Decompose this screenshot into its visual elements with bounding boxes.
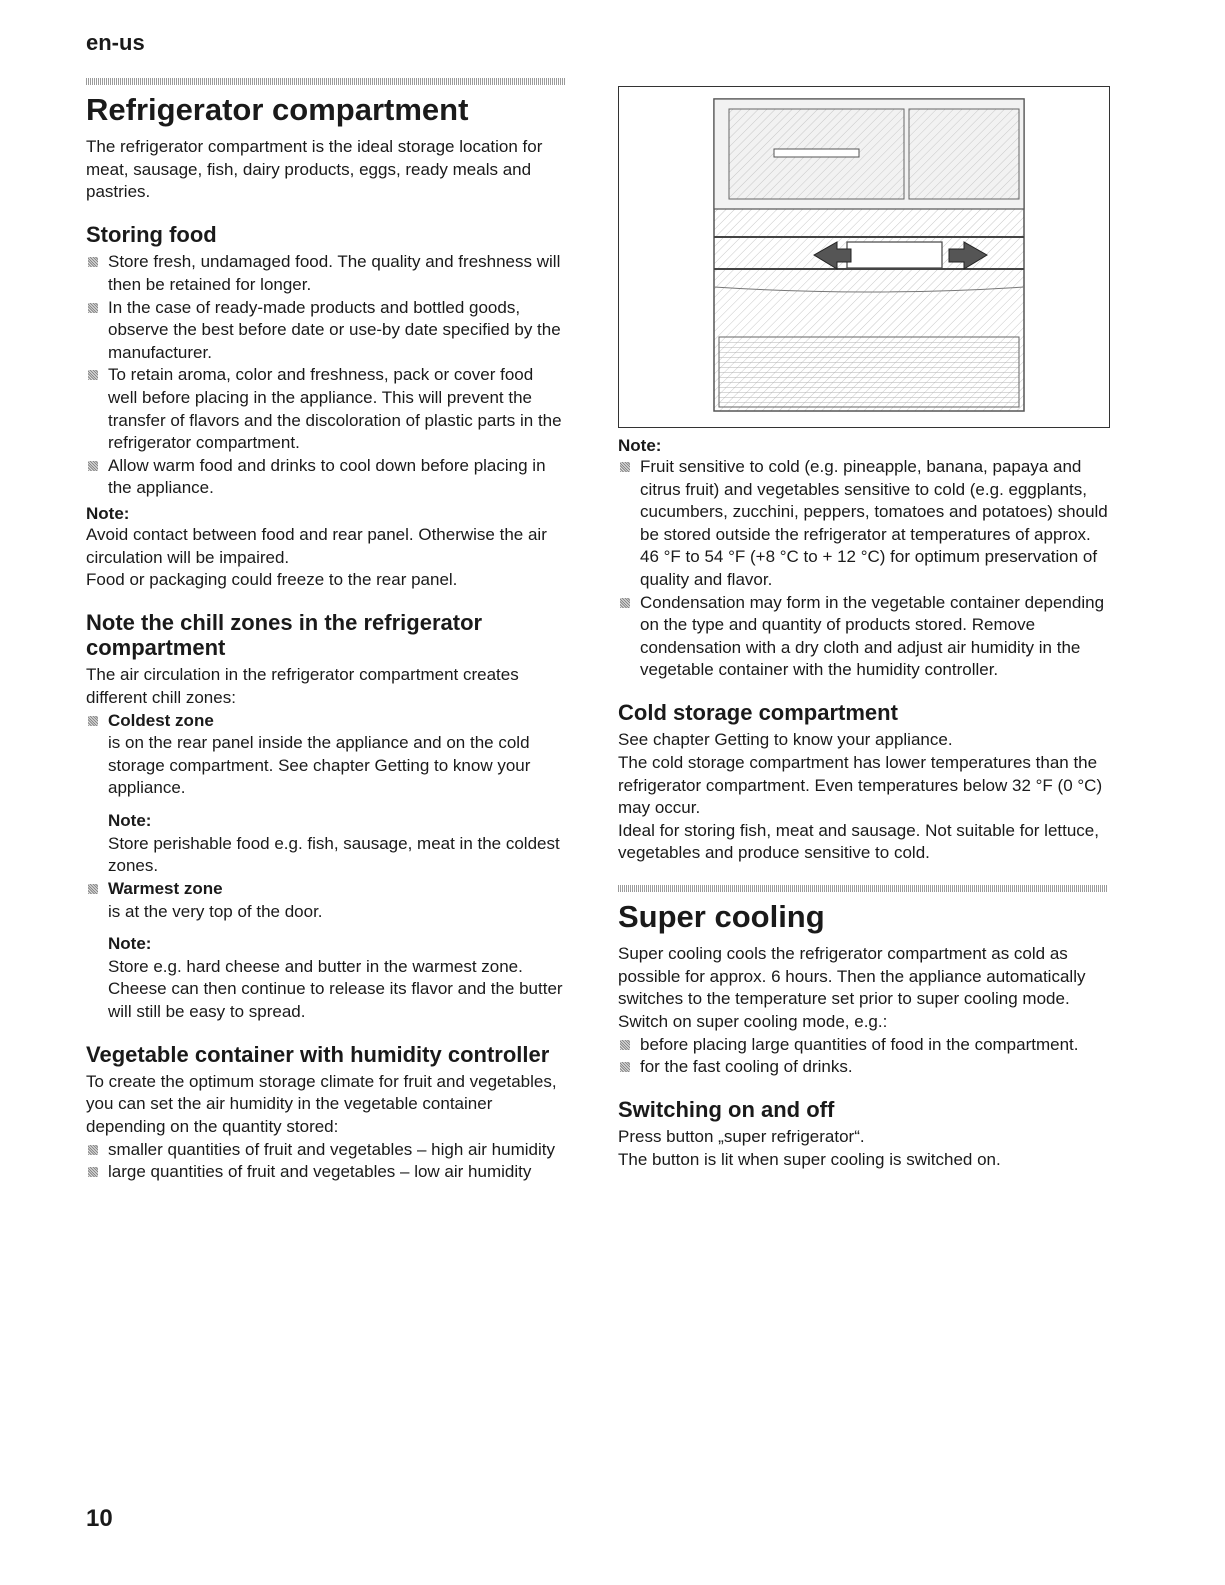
- bullet-icon: [88, 370, 98, 380]
- bullet-icon: [88, 884, 98, 894]
- language-code: en-us: [86, 30, 145, 55]
- list-item: large quantities of fruit and vegetables – low air humidity: [86, 1161, 566, 1184]
- list-item: To retain aroma, color and freshness, pack or cover food well before placing in the appliance. This will prevent the transfer of flavors and the discoloration of plastic parts in the refrigerator compartment.: [86, 364, 566, 454]
- super-cooling-list: [618, 1034, 1108, 1079]
- switching-text: The button is lit when super cooling is switched on.: [618, 1149, 1001, 1169]
- note-text: Avoid contact between food and rear panel. Otherwise the air circulation will be impaired.: [86, 525, 547, 567]
- bullet-icon: [88, 461, 98, 471]
- section-rule: [618, 885, 1108, 892]
- list-item: In the case of ready-made products and bottled goods, observe the best before date or use-by date specified by the manufacturer.: [86, 297, 566, 365]
- note-text: Store perishable food e.g. fish, sausage, meat in the coldest zones.: [108, 833, 560, 876]
- bullet-icon: [620, 1040, 630, 1050]
- cold-storage-text: See chapter Getting to know your appliance.: [618, 730, 953, 750]
- switching-text: Press button „super refrigerator“.: [618, 1127, 865, 1147]
- vegetable-container-heading: Vegetable container with humidity controller: [86, 1041, 550, 1067]
- cold-storage-text: Ideal for storing fish, meat and sausage. Not suitable for lettuce, vegetables and produce sensitive to cold.: [618, 820, 1099, 863]
- bullet-icon: [88, 716, 98, 726]
- section-rule: [86, 78, 566, 85]
- vegetable-intro: To create the optimum storage climate for fruit and vegetables, you can set the air humidity in the vegetable container depending on the quantity stored:: [86, 1071, 557, 1137]
- right-column: [618, 86, 1108, 1171]
- note-text: Food or packaging could freeze to the rear panel.: [86, 570, 458, 590]
- list-item: Condensation may form in the vegetable container depending on the type and quantity of products stored. Remove condensation with a dry cloth and adjust air humidity in the vegetable container with the humidity controller.: [618, 592, 1108, 682]
- cold-storage-text: The cold storage compartment has lower temperatures than the refrigerator compartment. Even temperatures below 32 °F (0 °C) may occur.: [618, 753, 1103, 818]
- list-item: Allow warm food and drinks to cool down before placing in the appliance.: [86, 455, 566, 500]
- coldest-zone-label: Coldest zone: [108, 710, 214, 730]
- list-item: Fruit sensitive to cold (e.g. pineapple, banana, papaya and citrus fruit) and vegetables sensitive to cold (e.g. eggplants, cucumbers, zucchini, peppers, tomatoes and potatoes) should be stored outside the refrigerator at temperatures of approx. 46 °F to 54 °F (+8 °C to + 12 °C) for optimum preservation of quality and flavor.: [618, 456, 1108, 592]
- chill-zones-heading: Note the chill zones in the refrigerator compartment: [86, 609, 483, 661]
- bullet-icon: [620, 1062, 630, 1072]
- note-label: Note:: [86, 504, 130, 524]
- note-label: Note:: [618, 436, 662, 455]
- note-list: [618, 456, 1108, 682]
- vegetable-container-illustration: [618, 86, 1110, 428]
- list-item-coldest: [86, 710, 566, 878]
- list-item: Store fresh, undamaged food. The quality and freshness will then be retained for longer.: [86, 251, 566, 296]
- note-text: Store e.g. hard cheese and butter in the warmest zone. Cheese can then continue to release its flavor and the butter will still be easy to spread.: [108, 956, 563, 1021]
- note-label: Note:: [108, 934, 152, 954]
- chill-zones-intro: The air circulation in the refrigerator compartment creates different chill zones:: [86, 665, 519, 708]
- switch-on-text: Switch on super cooling mode, e.g.:: [618, 1012, 888, 1032]
- coldest-zone-text: is on the rear panel inside the appliance and on the cold storage compartment. See chapter Getting to know your appliance.: [108, 733, 531, 798]
- bullet-icon: [620, 462, 630, 472]
- warmest-zone-text: is at the very top of the door.: [108, 901, 323, 921]
- warmest-zone-label: Warmest zone: [108, 878, 223, 898]
- section-title: Refrigerator compartment: [86, 92, 469, 127]
- page-number: 10: [86, 1505, 113, 1532]
- bullet-icon: [620, 598, 630, 608]
- bullet-icon: [88, 1145, 98, 1155]
- switching-heading: Switching on and off: [618, 1096, 835, 1122]
- cold-storage-heading: Cold storage compartment: [618, 700, 898, 726]
- super-cooling-title: Super cooling: [618, 899, 825, 935]
- vegetable-list: [86, 1139, 566, 1184]
- bullet-icon: [88, 257, 98, 267]
- super-cooling-intro: Super cooling cools the refrigerator compartment as cold as possible for approx. 6 hours. Then the appliance automatically switches to the temperature set prior to super cooling mode.: [618, 944, 1086, 1009]
- bullet-icon: [88, 1167, 98, 1177]
- fridge-drawer-drawing: [619, 87, 1109, 427]
- list-item-warmest: [86, 878, 566, 1024]
- chill-zones-list: [86, 710, 566, 1024]
- storing-food-list: [86, 251, 566, 500]
- list-item: before placing large quantities of food in the compartment.: [618, 1034, 1108, 1057]
- list-item: smaller quantities of fruit and vegetables – high air humidity: [86, 1139, 566, 1162]
- bullet-icon: [88, 303, 98, 313]
- left-column: [86, 70, 566, 1184]
- intro-paragraph: The refrigerator compartment is the ideal storage location for meat, sausage, fish, dairy products, eggs, ready meals and pastries.: [86, 137, 543, 202]
- note-label: Note:: [108, 811, 152, 831]
- storing-food-heading: Storing food: [86, 222, 217, 248]
- list-item: for the fast cooling of drinks.: [618, 1056, 1108, 1079]
